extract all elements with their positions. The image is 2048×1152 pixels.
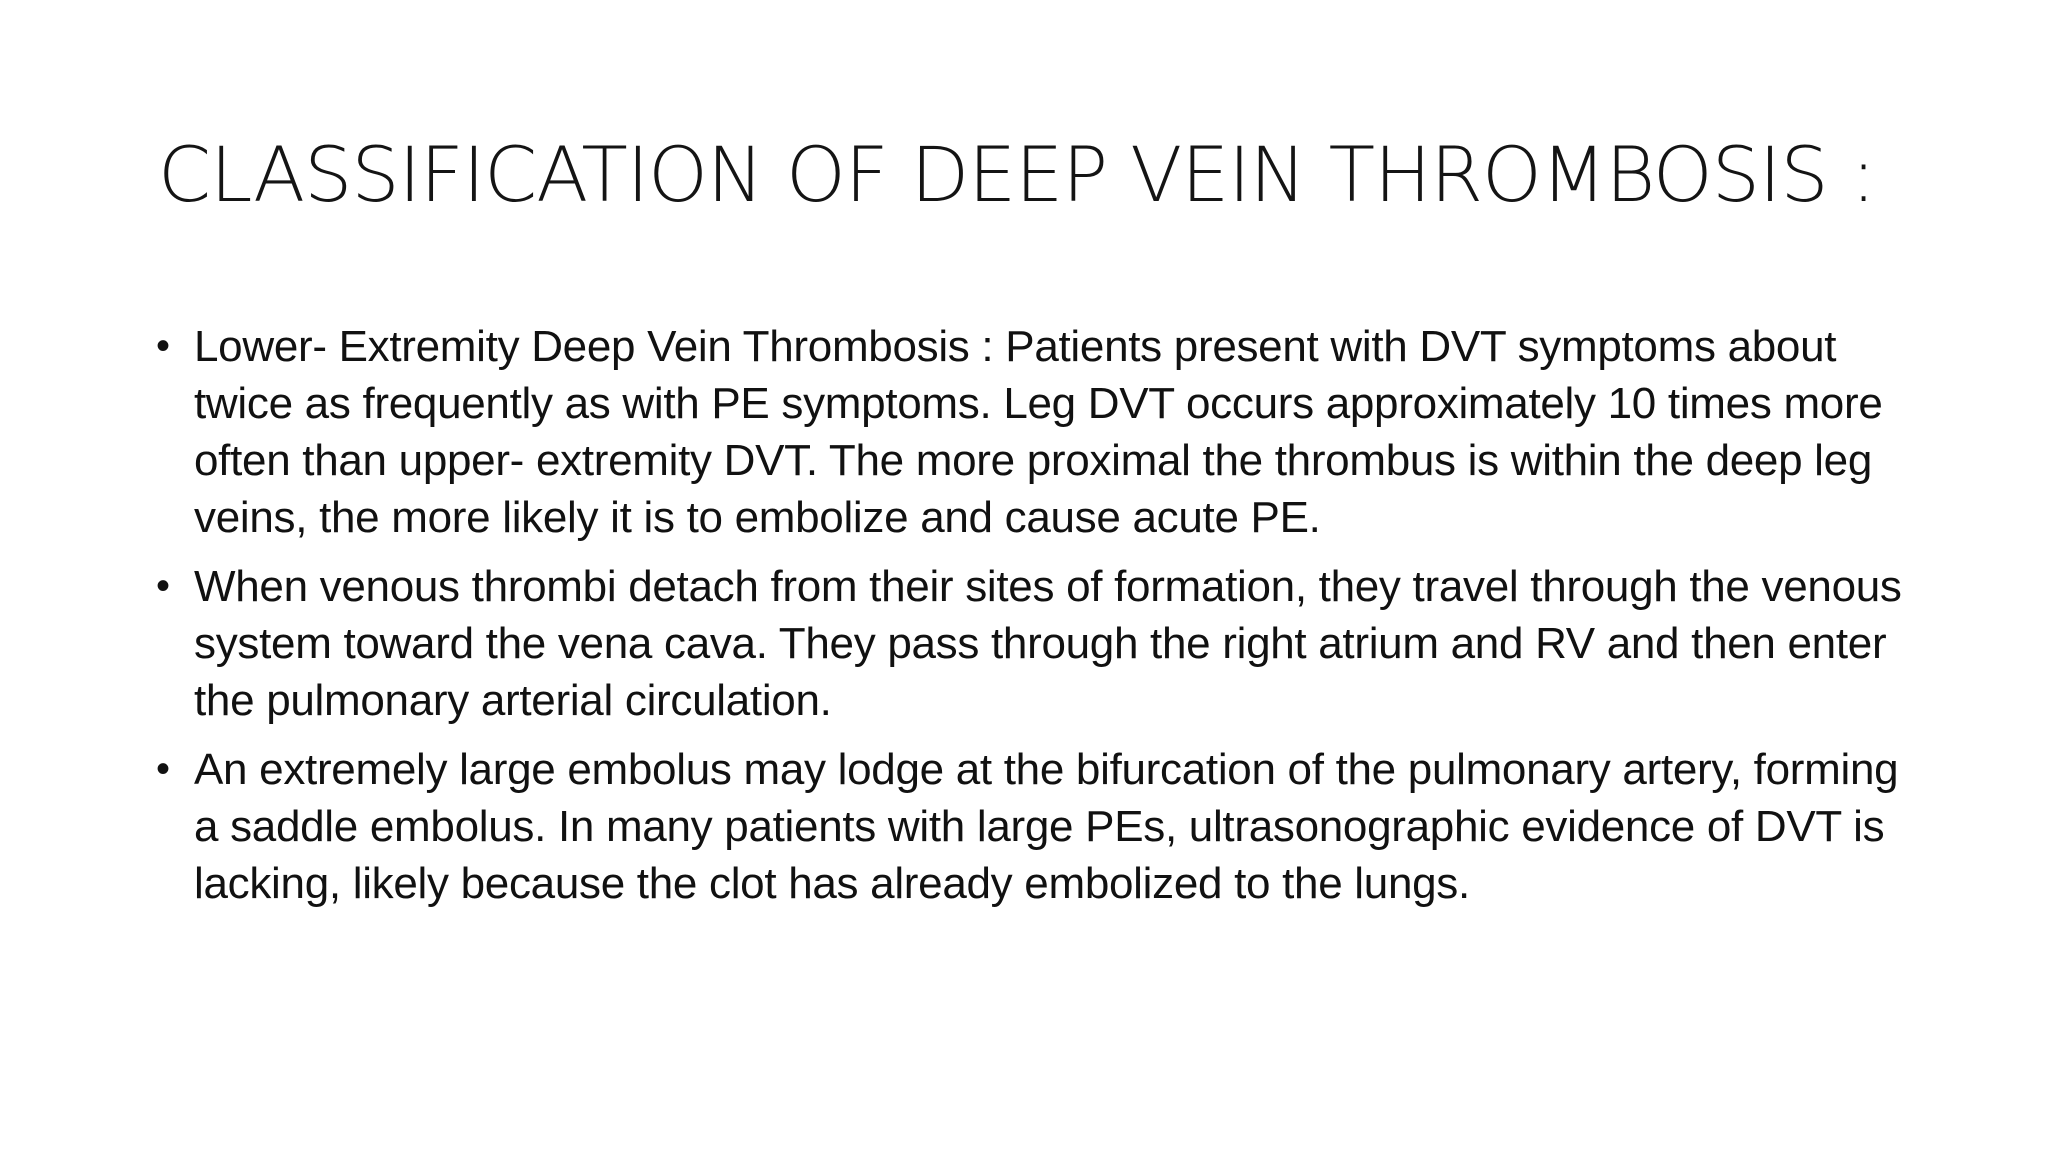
slide-title: CLASSIFICATION OF DEEP VEIN THROMBOSIS : [158, 130, 1876, 219]
bullet-icon: • [156, 324, 170, 368]
bullet-icon: • [156, 564, 170, 608]
bullet-icon: • [156, 747, 170, 791]
bullet-text-3: An extremely large embolus may lodge at the bifurcation of the pulmonary artery, forming a saddle embolus. In many patients with large PEs, ultrasonographic evidence of DVT is lacking, likely because the clot has already embolized to the lungs. [194, 745, 1899, 908]
bullet-list [152, 318, 1912, 924]
bullet-text-1: Lower- Extremity Deep Vein Thrombosis : Patients present with DVT symptoms about twice as frequently as with PE symptoms. Leg DVT occurs approximately 10 times more often than upper- extremity DVT. The more proximal the thrombus is within the deep leg veins, the more likely it is to embolize and cause acute PE. [194, 322, 1883, 542]
bullet-item-3 [152, 741, 1912, 912]
bullet-item-1 [152, 318, 1912, 546]
bullet-text-2: When venous thrombi detach from their sites of formation, they travel through the venous system toward the vena cava. They pass through the right atrium and RV and then enter the pulmonary arterial circulation. [194, 562, 1902, 725]
bullet-item-2 [152, 558, 1912, 729]
